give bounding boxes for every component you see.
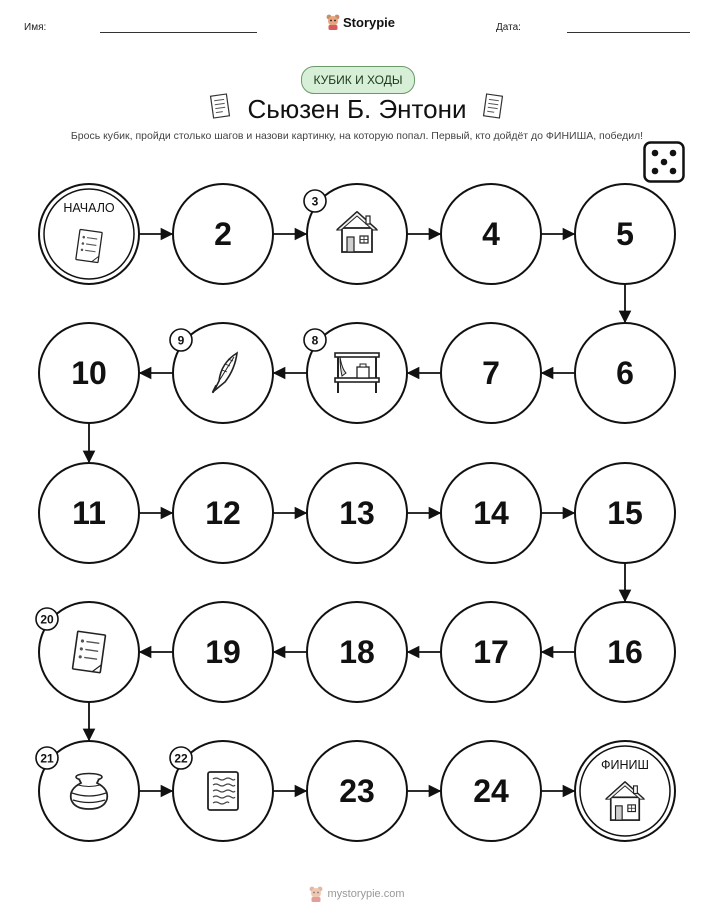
cell-number: 7	[482, 355, 500, 391]
cell-circle	[575, 741, 675, 841]
cell-number: 24	[473, 773, 509, 809]
board-cell-2	[173, 184, 273, 284]
board-cell-17	[441, 602, 541, 702]
board-cell-3	[304, 184, 407, 284]
document-icon	[72, 631, 105, 673]
board-cell-18	[307, 602, 407, 702]
board-cell-19	[173, 602, 273, 702]
cell-number: 23	[339, 773, 375, 809]
finish-label: ФИНИШ	[601, 758, 649, 772]
document-icon	[76, 229, 102, 262]
cell-number: 6	[616, 355, 634, 391]
board-cell-22	[170, 741, 273, 841]
cell-number: 22	[174, 751, 188, 766]
board-cell-13	[307, 463, 407, 563]
cell-number: 18	[339, 634, 375, 670]
footer-url[interactable]: mystorypie.com	[327, 888, 405, 900]
board-cell-7	[441, 323, 541, 423]
board-cell-20	[36, 602, 139, 702]
cell-number: 3	[311, 194, 319, 209]
board-cell-16	[575, 602, 675, 702]
cell-number: 9	[177, 333, 185, 348]
cell-number: 13	[339, 495, 375, 531]
cell-number: 4	[482, 216, 500, 252]
cell-number: 14	[473, 495, 509, 531]
board-cell-14	[441, 463, 541, 563]
cell-number: 12	[205, 495, 241, 531]
paper-icon	[208, 772, 238, 810]
cell-number: 8	[311, 333, 319, 348]
board-cell-21	[36, 741, 139, 841]
cell-number: 21	[40, 751, 54, 766]
cell-number: 5	[616, 216, 634, 252]
board-cell-15	[575, 463, 675, 563]
brand-name: Storypie	[343, 14, 396, 30]
date-label: Дата:	[496, 22, 521, 33]
board-cell-8	[304, 323, 407, 423]
cell-number: 15	[607, 495, 643, 531]
board-cell-4	[441, 184, 541, 284]
board-cell-25	[575, 741, 675, 841]
page-title: Сьюзен Б. Энтони	[247, 94, 467, 124]
cell-number: 11	[72, 495, 106, 531]
instructions: Брось кубик, пройди столько шагов и назови картинку, на которую попал. Первый, кто дойдёт до ФИНИША, победил!	[70, 130, 644, 142]
board-cell-11	[39, 463, 139, 563]
cell-number: 16	[607, 634, 643, 670]
bear-icon	[309, 886, 323, 902]
cell-number: 17	[473, 634, 509, 670]
board-cell-9	[170, 323, 273, 423]
board-cell-1	[39, 184, 139, 284]
board-cell-10	[39, 323, 139, 423]
game-type-badge: КУБИК И ХОДЫ	[301, 66, 415, 94]
cell-number: 19	[205, 634, 241, 670]
start-label: НАЧАЛО	[63, 201, 115, 215]
board-cell-5	[575, 184, 675, 284]
board-cell-23	[307, 741, 407, 841]
board-cell-6	[575, 323, 675, 423]
board-cell-24	[441, 741, 541, 841]
board-cell-12	[173, 463, 273, 563]
name-label: Имя:	[24, 22, 47, 33]
cell-number: 20	[40, 612, 54, 627]
cell-number: 2	[214, 216, 232, 252]
cell-number: 10	[71, 355, 107, 391]
footer	[0, 886, 714, 902]
